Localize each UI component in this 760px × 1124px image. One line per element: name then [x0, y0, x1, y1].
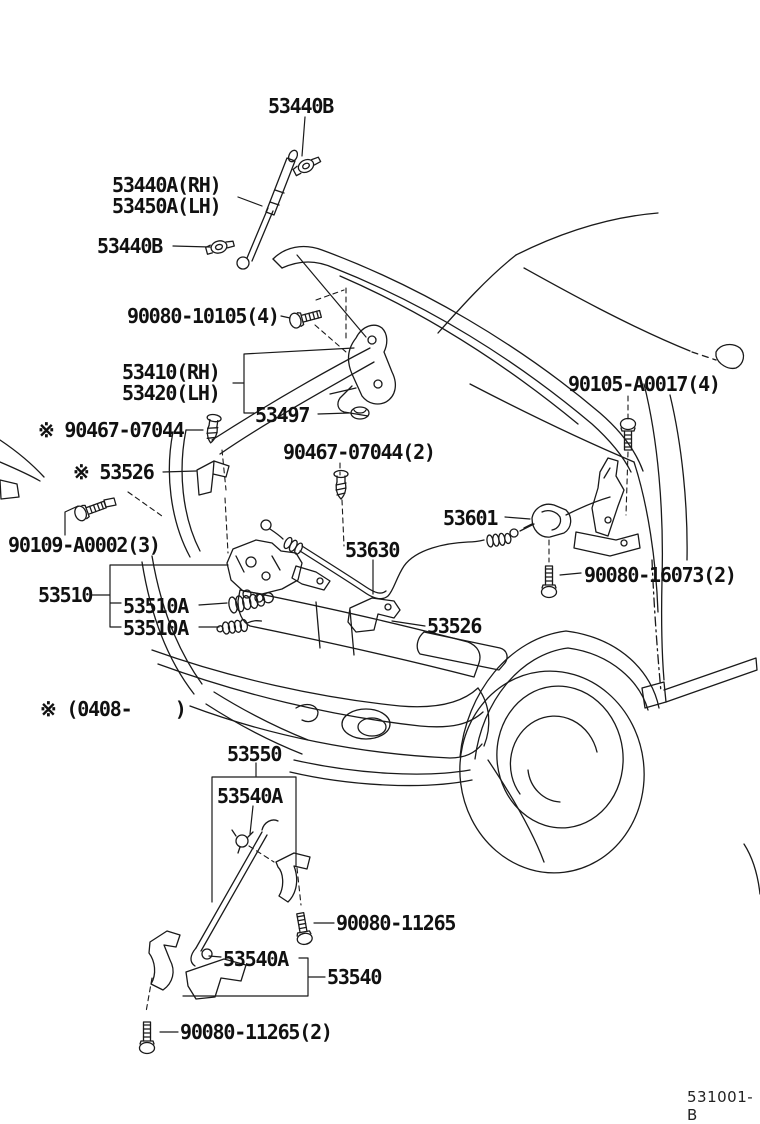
support-bolt-2-part [140, 1022, 155, 1054]
part-label-53540a-lower: 53540A [223, 947, 289, 971]
hood-lock-assembly-part [227, 540, 330, 602]
part-label-90080-11265: 90080-11265 [336, 911, 456, 935]
cable-clamp-part [524, 504, 571, 537]
part-label-53440b-top: 53440B [268, 94, 334, 118]
cowl-bolt-part [621, 419, 636, 451]
latch-bolt-part [542, 566, 557, 598]
support-hook-part [276, 853, 310, 902]
part-label-53440b-left: 53440B [97, 234, 163, 258]
part-label-53510a-lower: 53510A [123, 616, 189, 640]
part-label-53510: 53510 [38, 583, 93, 607]
part-label-53510a-upper: 53510A [123, 594, 189, 618]
release-cable-part [261, 497, 610, 599]
part-label-90080-10105: 90080-10105(4) [127, 304, 279, 328]
part-label-53497: 53497 [255, 403, 310, 427]
part-label-90467-07044: ※ 90467-07044 [38, 418, 184, 442]
part-label-90080-11265-2: 90080-11265(2) [180, 1020, 332, 1044]
part-label-90105-a0017: 90105-A0017(4) [568, 372, 720, 396]
part-label-90080-16073: 90080-16073(2) [584, 563, 736, 587]
part-label-53540: 53540 [327, 965, 382, 989]
hinge-bolt-part [288, 307, 322, 330]
part-label-53526-right: 53526 [427, 614, 482, 638]
hood-support-rod-part [191, 820, 278, 966]
part-label-53526-left: ※ 53526 [73, 460, 154, 484]
figure-code: 531001-B [687, 1088, 754, 1124]
lock-spring-lower-part [216, 617, 262, 635]
support-bolt-part [293, 912, 313, 946]
part-label-53450a-lh: 53450A(LH) [112, 194, 221, 218]
production-note: ※ (0408- ) [40, 697, 186, 721]
fender-bracket-part [197, 461, 229, 495]
part-label-53550: 53550 [227, 742, 282, 766]
part-label-53420-lh: 53420(LH) [122, 381, 220, 405]
part-label-53410-rh: 53410(RH) [122, 360, 220, 384]
part-label-53440a-rh: 53440A(RH) [112, 173, 221, 197]
hood-sensor-bolt-part [73, 497, 116, 522]
part-label-53630: 53630 [345, 538, 400, 562]
part-label-90467-07044-2: 90467-07044(2) [283, 440, 435, 464]
part-label-90109-a0002: 90109-A0002(3) [8, 533, 160, 557]
center-clip-part [334, 471, 348, 500]
part-label-53601: 53601 [443, 506, 498, 530]
hood-hinge-part [330, 325, 395, 416]
hood-support-strut-part [237, 149, 299, 269]
part-label-53540a-upper: 53540A [217, 784, 283, 808]
